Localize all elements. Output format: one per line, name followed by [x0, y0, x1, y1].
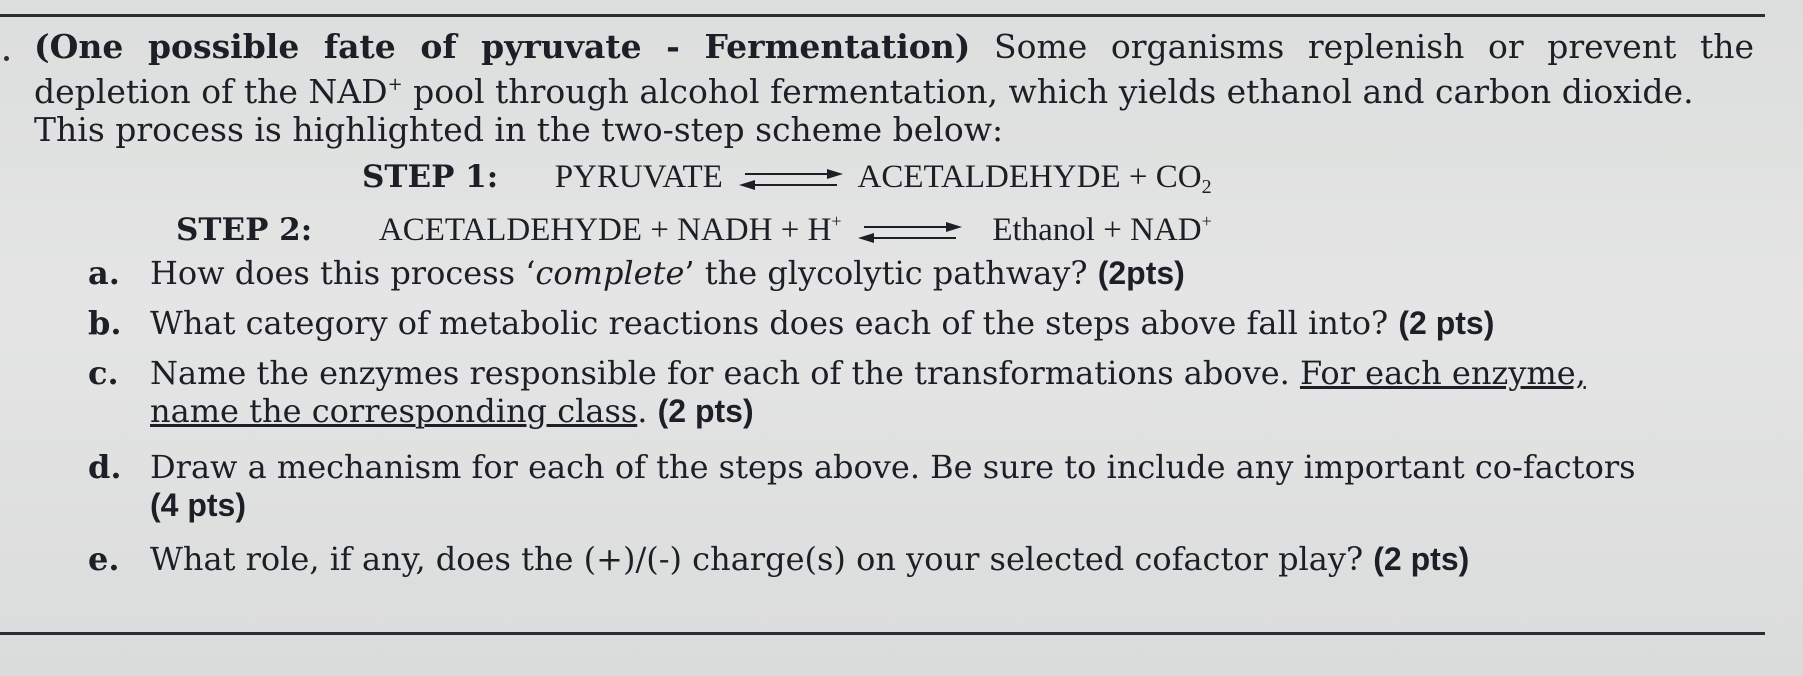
- question-number-dot: [4, 56, 9, 61]
- question-a-pre: How does this process ‘: [150, 254, 536, 292]
- step-1-label: STEP 1:: [362, 159, 499, 195]
- question-c-post: .: [637, 392, 658, 430]
- intro-line-1: [34, 28, 1754, 66]
- intro-line-3: This process is highlighted in the two-step scheme below:: [34, 110, 1004, 149]
- question-b-text: [150, 304, 1494, 342]
- intro-line-2b: pool through alcohol fermentation, which yields ethanol and carbon dioxide.: [402, 72, 1694, 111]
- question-e-letter: e.: [88, 540, 120, 578]
- equilibrium-arrow-icon: [739, 166, 843, 192]
- question-a-text: [150, 254, 1185, 292]
- question-e-points: (2 pts): [1373, 541, 1470, 577]
- question-a-italic: complete: [535, 254, 685, 292]
- step-2-label: STEP 2:: [176, 212, 313, 248]
- question-b-letter: b.: [88, 304, 122, 342]
- question-a-letter: a.: [88, 254, 120, 292]
- bottom-rule: [0, 632, 1765, 635]
- question-c-underline-1: For each enzyme,: [1299, 354, 1586, 392]
- question-b-pre: What category of metabolic reactions does each of the steps above fall into?: [150, 304, 1399, 342]
- intro-line-2: [34, 66, 1754, 111]
- question-b-points: (2 pts): [1398, 305, 1495, 341]
- h-superscript: +: [831, 211, 842, 231]
- question-e: [88, 540, 1768, 578]
- question-d-points: (4 pts): [150, 487, 246, 523]
- question-c-pre: Name the enzymes responsible for each of the transformations above.: [150, 354, 1300, 392]
- step-2: [176, 201, 1212, 250]
- step-2-reactants: ACETALDEHYDE + NADH + H: [378, 212, 832, 248]
- question-c-continuation: [150, 392, 1768, 430]
- question-a: [88, 254, 1768, 292]
- question-a-points: (2pts): [1097, 255, 1185, 291]
- intro-line-1-text: Some organisms replenish or prevent the: [970, 27, 1754, 66]
- equilibrium-arrow-icon: [858, 219, 962, 245]
- question-e-text: [150, 540, 1469, 578]
- intro-paragraph: [34, 28, 1754, 149]
- step-1-product: ACETALDEHYDE + CO: [857, 159, 1202, 195]
- question-b: [88, 304, 1768, 342]
- nad-superscript: +: [387, 74, 403, 95]
- step-2-products: Ethanol + NAD: [992, 212, 1202, 248]
- question-c-underline-2: name the corresponding class: [150, 392, 638, 430]
- question-c-letter: c.: [88, 354, 119, 392]
- question-d-text: Draw a mechanism for each of the steps above. Be sure to include any important co-factors: [150, 448, 1636, 486]
- question-d-letter: d.: [88, 448, 122, 486]
- nad-plus-superscript: +: [1201, 211, 1212, 231]
- step-1: [362, 157, 1212, 207]
- question-d: [88, 448, 1768, 524]
- top-rule: [0, 14, 1765, 17]
- co2-subscript: 2: [1201, 176, 1212, 198]
- question-c: [88, 354, 1768, 430]
- intro-bold-title: (One possible fate of pyruvate - Fermentation): [34, 27, 971, 66]
- question-e-pre: What role, if any, does the (+)/(-) charge(s) on your selected cofactor play?: [150, 540, 1374, 578]
- step-1-reactant: PYRUVATE: [554, 159, 723, 195]
- question-c-points: (2 pts): [657, 393, 754, 429]
- question-c-text: [150, 354, 1586, 392]
- intro-line-2a: depletion of the NAD: [34, 72, 388, 111]
- question-a-post: ’ the glycolytic pathway?: [684, 254, 1098, 292]
